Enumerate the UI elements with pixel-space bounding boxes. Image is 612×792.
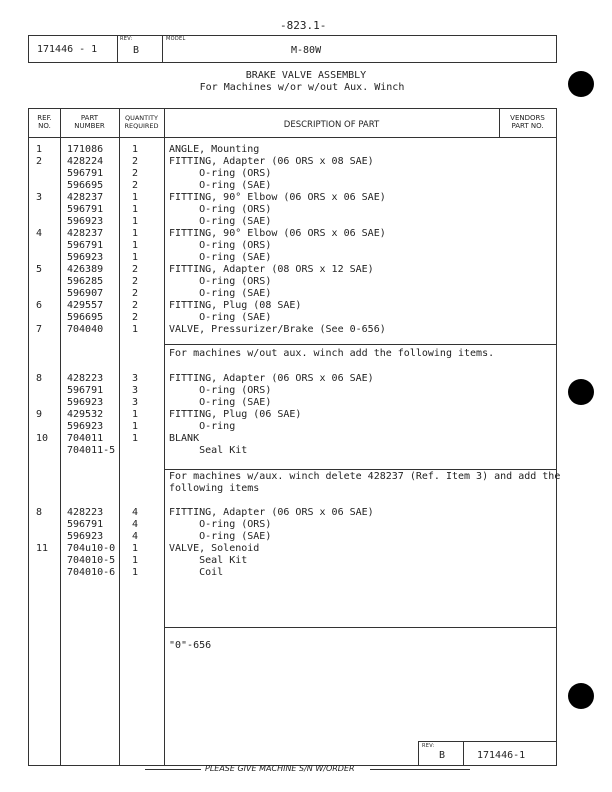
row-quantity: 2	[132, 264, 139, 275]
row-description: FITTING, 90° Elbow (06 ORS x 06 SAE)	[169, 192, 386, 203]
row-ref-no: 1	[36, 144, 43, 155]
col-header-qty-2: REQUIRED	[124, 122, 159, 130]
row-quantity: 4	[132, 507, 139, 518]
row-description: FITTING, Adapter (06 ORS x 06 SAE)	[169, 373, 374, 384]
row-ref-no: 8	[36, 507, 43, 518]
col-header-ref-1: REF.	[37, 114, 52, 122]
row-description: Coil	[169, 567, 224, 578]
row-quantity: 4	[132, 531, 139, 542]
col-header-vendor-2: PART NO.	[511, 122, 544, 130]
row-part-number: 596285	[67, 276, 104, 287]
table-note: For machines w/out aux. winch add the following items.	[169, 348, 495, 359]
row-quantity: 3	[132, 373, 139, 384]
row-description: Seal Kit	[169, 445, 248, 456]
row-quantity: 2	[132, 180, 139, 191]
row-quantity: 2	[132, 288, 139, 299]
row-part-number: 171086	[67, 144, 104, 155]
row-description: FITTING, Adapter (08 ORS x 12 SAE)	[169, 264, 374, 275]
row-description: Seal Kit	[169, 555, 248, 566]
row-part-number: 704040	[67, 324, 104, 335]
row-quantity: 1	[132, 421, 139, 432]
row-description: BLANK	[169, 433, 200, 444]
row-part-number: 428223	[67, 507, 104, 518]
part-number: 171446 - 1	[37, 44, 98, 55]
row-description: O-ring (SAE)	[169, 252, 272, 263]
row-part-number: 596791	[67, 385, 104, 396]
row-part-number: 596907	[67, 288, 104, 299]
row-ref-no: 6	[36, 300, 43, 311]
row-part-number: 596791	[67, 240, 104, 251]
page-number: -823.1-	[280, 19, 327, 32]
row-quantity: 1	[132, 228, 139, 239]
punch-hole-middle	[568, 379, 594, 405]
col-header-ref-2: NO.	[38, 122, 51, 130]
footer-part-number: 171446-1	[477, 750, 526, 761]
row-ref-no: 9	[36, 409, 43, 420]
row-quantity: 2	[132, 156, 139, 167]
footer-rev-value: B	[439, 750, 446, 761]
row-quantity: 1	[132, 543, 139, 554]
footer-box	[418, 741, 557, 766]
table-note: "0"-656	[169, 640, 212, 651]
row-description: O-ring (SAE)	[169, 288, 272, 299]
row-quantity: 2	[132, 276, 139, 287]
row-ref-no: 3	[36, 192, 43, 203]
row-description: O-ring (SAE)	[169, 180, 272, 191]
row-description: O-ring (SAE)	[169, 397, 272, 408]
row-quantity: 1	[132, 240, 139, 251]
row-description: ANGLE, Mounting	[169, 144, 260, 155]
row-part-number: 429557	[67, 300, 104, 311]
row-description: O-ring (ORS)	[169, 519, 272, 530]
row-quantity: 1	[132, 433, 139, 444]
row-part-number: 596923	[67, 216, 104, 227]
row-part-number: 704010-6	[67, 567, 116, 578]
row-description: O-ring (ORS)	[169, 168, 272, 179]
row-quantity: 2	[132, 300, 139, 311]
row-part-number: 596923	[67, 252, 104, 263]
model-value: M-80W	[291, 45, 322, 56]
row-part-number: 596695	[67, 312, 104, 323]
row-part-number: 596791	[67, 204, 104, 215]
row-quantity: 1	[132, 409, 139, 420]
row-part-number: 704u10-0	[67, 543, 116, 554]
row-quantity: 1	[132, 204, 139, 215]
row-quantity: 2	[132, 168, 139, 179]
row-description: O-ring (SAE)	[169, 531, 272, 542]
row-description: VALVE, Pressurizer/Brake (See 0-656)	[169, 324, 386, 335]
row-ref-no: 4	[36, 228, 43, 239]
punch-hole-bottom	[568, 683, 594, 709]
row-part-number: 596791	[67, 168, 104, 179]
col-header-vendor-1: VENDORS	[510, 114, 545, 122]
row-quantity: 1	[132, 252, 139, 263]
row-part-number: 596791	[67, 519, 104, 530]
row-description: FITTING, Adapter (06 ORS x 08 SAE)	[169, 156, 374, 167]
row-quantity: 1	[132, 567, 139, 578]
row-part-number: 704010-5	[67, 555, 116, 566]
row-description: FITTING, Adapter (06 ORS x 06 SAE)	[169, 507, 374, 518]
footer-note: PLEASE GIVE MACHINE S/N W/ORDER	[205, 764, 355, 773]
row-part-number: 426389	[67, 264, 104, 275]
row-description: FITTING, Plug (08 SAE)	[169, 300, 302, 311]
row-part-number: 596923	[67, 531, 104, 542]
row-quantity: 1	[132, 324, 139, 335]
punch-hole-top	[568, 71, 594, 97]
row-part-number: 596695	[67, 180, 104, 191]
row-part-number: 704011	[67, 433, 104, 444]
table-note: For machines w/aux. winch delete 428237 (Ref. Item 3) and add the	[169, 471, 561, 482]
row-description: VALVE, Solenoid	[169, 543, 260, 554]
row-ref-no: 11	[36, 543, 49, 554]
row-part-number: 428237	[67, 192, 104, 203]
row-quantity: 2	[132, 312, 139, 323]
row-description: O-ring (SAE)	[169, 312, 272, 323]
row-description: O-ring (ORS)	[169, 204, 272, 215]
assembly-subtitle: For Machines w/or w/out Aux. Winch	[199, 82, 405, 93]
row-part-number: 428223	[67, 373, 104, 384]
row-ref-no: 8	[36, 373, 43, 384]
assembly-title: BRAKE VALVE ASSEMBLY	[245, 70, 367, 81]
row-quantity: 3	[132, 385, 139, 396]
row-description: O-ring (ORS)	[169, 385, 272, 396]
row-quantity: 1	[132, 216, 139, 227]
row-quantity: 4	[132, 519, 139, 530]
col-header-part-1: PART	[80, 114, 99, 122]
row-description: FITTING, Plug (06 SAE)	[169, 409, 302, 420]
row-ref-no: 10	[36, 433, 49, 444]
row-description: O-ring (ORS)	[169, 276, 272, 287]
row-ref-no: 7	[36, 324, 43, 335]
row-part-number: 596923	[67, 397, 104, 408]
row-description: O-ring	[169, 421, 236, 432]
row-part-number: 429532	[67, 409, 104, 420]
row-quantity: 3	[132, 397, 139, 408]
row-quantity: 1	[132, 192, 139, 203]
rev-label: REV:	[120, 36, 133, 42]
row-part-number: 704011-5	[67, 445, 116, 456]
row-quantity: 1	[132, 144, 139, 155]
row-part-number: 428224	[67, 156, 104, 167]
rev-value: B	[133, 45, 140, 56]
row-ref-no: 5	[36, 264, 43, 275]
row-quantity: 1	[132, 555, 139, 566]
col-header-qty-1: QUANTITY	[124, 114, 158, 122]
row-description: O-ring (ORS)	[169, 240, 272, 251]
col-header-part-2: NUMBER	[74, 122, 105, 130]
table-note: following items	[169, 483, 260, 494]
row-description: O-ring (SAE)	[169, 216, 272, 227]
row-part-number: 596923	[67, 421, 104, 432]
row-part-number: 428237	[67, 228, 104, 239]
model-label: MODEL	[166, 36, 186, 42]
row-description: FITTING, 90° Elbow (06 ORS x 06 SAE)	[169, 228, 386, 239]
col-header-description: DESCRIPTION OF PART	[283, 120, 380, 130]
footer-rev-label: REV:	[422, 743, 435, 749]
row-ref-no: 2	[36, 156, 43, 167]
